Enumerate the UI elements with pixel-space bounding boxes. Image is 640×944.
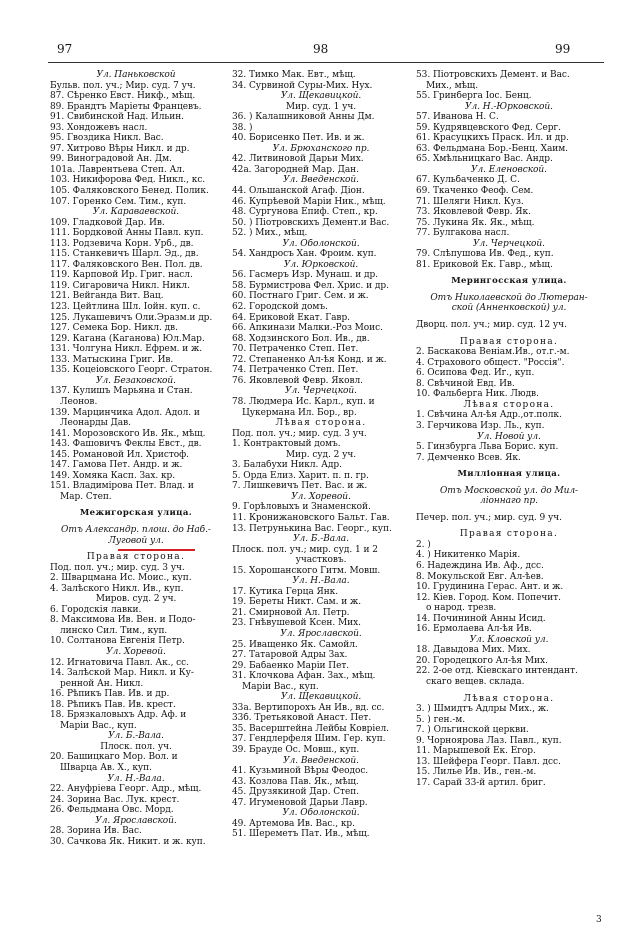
address-entry: 127. Семека Бор. Никл. дв. bbox=[50, 323, 178, 334]
address-entry: 2. Баскакова Веніам.Ив., от.г.-м. bbox=[416, 347, 570, 358]
address-entry: 76. Яковлевой Февр. Яковл. bbox=[232, 375, 363, 386]
header-rule bbox=[48, 62, 604, 63]
address-entry: 20. Башицкаго Мор. Вол. и bbox=[50, 752, 178, 763]
street-heading: Милліонная улица. bbox=[457, 469, 561, 480]
address-entry: 31. Клочкова Афан. Зах., мѣщ. bbox=[232, 671, 376, 682]
address-entry: 109. Гладковой Дар. Ив. bbox=[50, 217, 165, 228]
address-entry: 53. Піотровскихъ Демент. и Вас. bbox=[416, 70, 570, 80]
address-entry: 38. ) bbox=[232, 122, 253, 133]
section-label: Ул. Брюханского пр. bbox=[272, 143, 370, 154]
address-entry: 51. Шереметъ Пат. Ив., мѣщ. bbox=[232, 829, 370, 840]
side-heading: Правая сторона. bbox=[459, 336, 559, 347]
street-subheading: ліоннаго пр. bbox=[480, 496, 538, 507]
street-subheading: ской (Анненковской) ул. bbox=[451, 303, 567, 314]
address-entry: 147. Гамова Пет. Андр. и ж. bbox=[50, 460, 183, 471]
street-heading: Межигорская улица. bbox=[79, 508, 193, 519]
address-entry: 8. Максимова Ив. Вен. и Подо- bbox=[50, 615, 196, 626]
section-label: Ул. Н.-Вала. bbox=[107, 773, 165, 784]
address-entry: 4. Залѣского Никл. Ив., куп. bbox=[50, 583, 184, 594]
section-label: Ул. Паньковской bbox=[96, 70, 176, 80]
address-entry: 37. Гендлерфеля Шим. Гер. куп. bbox=[232, 734, 386, 745]
address-entry: 42. Литвиновой Дарьи Мих. bbox=[232, 154, 364, 165]
address-entry: 119. Карповой Ир. Григ. насл. bbox=[50, 270, 193, 281]
section-label: Ул. Б.-Вала. bbox=[108, 731, 164, 742]
address-entry: 11. Кронижановского Бальт. Гав. bbox=[232, 512, 390, 523]
address-entry: 66. Апкинази Малки.-Роз Моис. bbox=[232, 323, 383, 334]
address-entry: 73. Яковлевой Февр. Як. bbox=[416, 207, 531, 218]
address-entry: 18. Давыдова Мих. Мих. bbox=[416, 645, 531, 656]
section-label: Ул. Хоревой. bbox=[106, 646, 166, 657]
address-entry: 33б. Третьяковой Анаст. Пет. bbox=[232, 713, 372, 724]
address-entry: 87. Сѣренко Евст. Никф., мѣщ. bbox=[50, 91, 196, 102]
continuation-line: о народ. трезв. bbox=[426, 603, 497, 614]
section-label: Ул. Оболонской. bbox=[282, 238, 360, 249]
page-number-left: 97 bbox=[57, 42, 73, 56]
address-entry: Плоск. пол. уч.; мир. суд. 1 и 2 bbox=[232, 544, 378, 555]
address-entry: Бульв. пол. уч.; Мир. суд. 7 уч. bbox=[50, 80, 196, 91]
address-entry: 68. Ходзинского Бол. Ив., дв. bbox=[232, 333, 370, 344]
address-entry: 62. Городской домъ. bbox=[232, 302, 328, 313]
address-entry: 47. Игуменовой Дарьи Лавр. bbox=[232, 797, 368, 808]
address-entry: 149. Хомяка Касп. Зах. кр. bbox=[50, 470, 176, 481]
address-entry: 50. ) Піотровскихъ Демент.и Вас. bbox=[232, 217, 390, 228]
address-entry: 107. Горенко Сем. Тим., куп. bbox=[50, 196, 187, 207]
continuation-line: Маріи Вас., куп. bbox=[60, 720, 137, 731]
address-entry: 3. Герчикова Изр. Ль., куп. bbox=[416, 420, 545, 431]
section-label: Ул. Юрковской. bbox=[283, 259, 359, 270]
address-entry: 18. Рѣпикъ Пав. Ив. крест. bbox=[50, 699, 176, 710]
address-entry: 4. Страхового общест. "Россія". bbox=[416, 357, 565, 368]
address-entry: 67. Кульбаченко Д. С. bbox=[416, 175, 520, 186]
address-entry: 129. Кагана (Каганова) Юл.Мар. bbox=[50, 333, 205, 344]
side-heading: Правая сторона. bbox=[86, 552, 186, 563]
centered-note: участковъ. bbox=[295, 555, 347, 566]
address-entry: 145. Романовой Ил. Христоф. bbox=[50, 449, 189, 460]
address-entry: 93. Хондожевъ насл. bbox=[50, 122, 148, 133]
address-entry: 61. Красуцкихъ Праск. Ил. и др. bbox=[416, 133, 569, 144]
section-label: Ул. Караваевской. bbox=[92, 207, 180, 218]
address-entry: 4. ) Никитенко Марія. bbox=[416, 550, 521, 561]
page-number-right: 99 bbox=[555, 42, 571, 56]
address-entry: 105. Фаляковского Бенед. Полик. bbox=[50, 186, 209, 197]
address-entry: 32. Тимко Мак. Евт., мѣщ. bbox=[232, 70, 356, 80]
section-label: Ул. Щекавицкой. bbox=[280, 91, 362, 102]
address-entry: Печер. пол. уч.; мир. суд. 9 уч. bbox=[416, 512, 562, 523]
address-entry: 103. Никифорова Фед. Никл., кс. bbox=[50, 175, 206, 186]
section-label: Ул. Введенской. bbox=[283, 175, 359, 186]
address-entry: 52. ) Мих., мѣщ. bbox=[232, 228, 308, 239]
address-entry: 1. Свѣчина Ал-ѣя Адр.,от.полк. bbox=[416, 410, 562, 421]
address-entry: 35. Васерштейна Лейбы Ковріел. bbox=[232, 723, 389, 734]
address-entry: 137. Кулишъ Марьяна и Стан. bbox=[50, 386, 193, 397]
address-entry: 29. Бабаенко Маріи Пет. bbox=[232, 660, 350, 671]
street-heading: Мерингосская улица. bbox=[451, 276, 567, 287]
section-label: Ул. Оболонской. bbox=[282, 808, 360, 819]
address-entry: 58. Бурмистрова Фел. Хрис. и др. bbox=[232, 280, 389, 291]
address-entry: 14. Залѣской Мар. Никл. и Ку- bbox=[50, 668, 194, 679]
continuation-line: Леонов. bbox=[60, 396, 98, 407]
section-label: Ул. Ярославской. bbox=[280, 628, 362, 639]
centered-note: Плоск. пол. уч. bbox=[100, 741, 172, 752]
address-entry: 119. Сигаровича Никл. Никл. bbox=[50, 280, 190, 291]
address-entry: 40. Борисенко Пет. Ив. и ж. bbox=[232, 133, 365, 144]
continuation-line: Цукермана Ил. Бор., вр. bbox=[242, 407, 357, 418]
address-entry: 135. Коцеіовского Георг. Стратон. bbox=[50, 365, 213, 376]
section-label: Ул. Б.-Вала. bbox=[293, 534, 349, 545]
address-entry: 23. Гнѣвушевой Ксен. Мих. bbox=[232, 618, 361, 629]
address-entry: 18. Брязкаловыхъ Адр. Аф. и bbox=[50, 710, 187, 721]
section-label: Ул. Черчецкой. bbox=[473, 238, 545, 249]
address-entry: 95. Гвоздика Никл. Вас. bbox=[50, 133, 164, 144]
address-entry: 48. Сургунова Епиф. Степ., кр. bbox=[232, 207, 378, 218]
address-entry: 101а. Лаврентьева Степ. Ал. bbox=[50, 164, 185, 175]
address-entry: 10. Солтанова Евгенія Петр. bbox=[50, 636, 185, 647]
address-entry: 55. Гринберга Іос. Бенц. bbox=[416, 91, 532, 102]
side-heading: Лѣвая сторона. bbox=[463, 693, 555, 704]
address-entry: 59. Кудрявцевского Фед. Серг. bbox=[416, 122, 561, 133]
continuation-line: ренной Ан. Никл. bbox=[60, 678, 144, 689]
address-entry: 34. Сурвиной Суры-Мих. Нух. bbox=[232, 80, 373, 91]
address-entry: 8. Свѣчиной Евд. Ив. bbox=[416, 378, 515, 389]
address-entry: 28. Зорина Ив. Вас. bbox=[50, 826, 142, 837]
address-entry: 42а. Загородней Мар. Дан. bbox=[232, 164, 359, 175]
page-number-center: 98 bbox=[313, 42, 329, 56]
side-heading: Лѣвая сторона. bbox=[275, 418, 367, 429]
address-entry: 64. Ериковой Екат. Гавр. bbox=[232, 312, 350, 323]
continuation-line: Леонарды Дав. bbox=[60, 418, 131, 429]
address-entry: 17. Кутика Герца Янк. bbox=[232, 586, 339, 597]
continuation-line: скаго вещев. склада. bbox=[426, 676, 525, 687]
address-entry: 21. Смирновой Ал. Петр. bbox=[232, 607, 350, 618]
address-entry: 13. Петрунькина Вас. Георг., куп. bbox=[232, 523, 392, 534]
address-entry: 99. Виноградовой Ан. Дм. bbox=[50, 154, 172, 165]
address-entry: 72. Степаненко Ал-ѣя Конд. и ж. bbox=[232, 354, 387, 365]
section-label: Ул. Хоревой. bbox=[291, 491, 351, 502]
address-entry: 69. Ткаченко Феоф. Сем. bbox=[416, 186, 534, 197]
address-entry: 20. Городецкого Ал-ѣя Мих. bbox=[416, 655, 548, 666]
address-entry: 151. Владимірова Пет. Влад. и bbox=[50, 481, 194, 492]
address-entry: 9. Горѣловыхъ и Знаменской. bbox=[232, 502, 371, 513]
address-entry: 15. Лилье Ив. Ив., ген.-м. bbox=[416, 767, 537, 778]
address-entry: 6. Надеждина Ив. Аф., дсс. bbox=[416, 560, 544, 571]
address-entry: 30. Сачкова Як. Никит. и ж. куп. bbox=[50, 836, 206, 847]
address-entry: 117. Фаляковского Вен. Пол. дв. bbox=[50, 259, 203, 270]
address-entry: 22. 2-ое отд. Кіевскаго интендант. bbox=[416, 666, 578, 677]
column-2 bbox=[232, 70, 410, 840]
address-entry: 6. Городскія лавки. bbox=[50, 604, 142, 615]
street-subheading: Отъ Александр. плош. до Наб.- bbox=[61, 524, 211, 535]
address-entry: 49. Артемова Ив. Вас., кр. bbox=[232, 818, 355, 829]
address-entry: 15. Хорошанского Гитм. Мовш. bbox=[232, 565, 381, 576]
section-label: Ул. Еленовской. bbox=[471, 164, 547, 175]
section-label: Ул. Введенской. bbox=[283, 755, 359, 766]
street-subheading: Отъ Николаевской до Лютеран- bbox=[430, 292, 588, 303]
address-entry: 16. Ермолаева Ал-ѣя Ив. bbox=[416, 624, 532, 635]
section-label: Ул. Кловской ул. bbox=[469, 634, 549, 645]
continuation-line: линско Сил. Тим., куп. bbox=[60, 625, 168, 636]
address-entry: 89. Брандтъ Маріеты Францевъ. bbox=[50, 101, 202, 112]
address-entry: 27. Татаровой Адры Зах. bbox=[232, 650, 348, 661]
address-entry: 143. Фашовичъ Феклы Евст., дв. bbox=[50, 439, 202, 450]
street-subheading: Отъ Московской ул. до Мил- bbox=[439, 485, 579, 496]
address-entry: 45. Друзякиной Дар. Степ. bbox=[232, 787, 360, 798]
section-label: Ул. Ярославской. bbox=[95, 815, 177, 826]
address-entry: 5. Гинзбурга Льва Борис. куп. bbox=[416, 442, 559, 453]
address-entry: 5. ) ген.-м. bbox=[416, 714, 466, 725]
address-entry: Под. пол. уч.; мир. суд. 3 уч. bbox=[50, 562, 185, 573]
continuation-line: Мих., мѣщ. bbox=[426, 80, 479, 91]
column-3 bbox=[416, 70, 602, 788]
address-entry: 121. Вейганда Вит. Вац. bbox=[50, 291, 164, 302]
address-entry: 111. Бордковой Анны Павл. куп. bbox=[50, 228, 204, 239]
continuation-line: Мар. Степ. bbox=[60, 491, 112, 502]
section-label: Ул. Щекавицкой. bbox=[280, 692, 362, 703]
address-entry: 1. Контрактовый домъ. bbox=[232, 439, 341, 450]
address-entry: 46. Купрѣевой Маріи Ник., мѣщ. bbox=[232, 196, 386, 207]
address-entry: 125. Лукашевичъ Оли.Эразм.и др. bbox=[50, 312, 213, 323]
address-entry: 74. Петраченко Степ. Пет. bbox=[232, 365, 359, 376]
address-entry: 54. Хандросъ Хан. Фроим. куп. bbox=[232, 249, 377, 260]
address-entry: 11. Марышевой Ек. Егор. bbox=[416, 746, 536, 757]
address-entry: 10. Фальберга Ник. Людв. bbox=[416, 389, 539, 400]
section-label: Ул. Н.-Юрковской. bbox=[465, 101, 553, 112]
address-entry: 14. Почининой Анны Исид. bbox=[416, 613, 546, 624]
continuation-line: Шварца Ав. Х., куп. bbox=[60, 763, 152, 773]
address-entry: 12. Игнатовича Павл. Ак., сс. bbox=[50, 657, 189, 668]
address-entry: 26. Фельдмана Овс. Морд. bbox=[50, 805, 174, 816]
address-entry: 7. Лишкевичъ Пет. Вас. и ж. bbox=[232, 481, 368, 492]
address-entry: 91. Свибинской Над. Ильин. bbox=[50, 112, 184, 123]
red-underline-mark bbox=[118, 549, 195, 551]
section-label: Ул. Н.-Вала. bbox=[292, 576, 350, 587]
address-entry: 36. ) Калашниковой Анны Дм. bbox=[232, 112, 375, 123]
address-entry: 139. Марцинчика Адол. Адол. и bbox=[50, 407, 200, 418]
address-entry: 13. Шейфера Георг. Павл. дсс. bbox=[416, 756, 561, 767]
continuation-line: Маріи Вас., куп. bbox=[242, 681, 319, 692]
address-entry: 9. Чорноярова Лаз. Павл., куп. bbox=[416, 735, 562, 746]
section-label: Ул. Черчецкой. bbox=[285, 386, 357, 397]
address-entry: 79. Слѣпушова Ив. Фед., куп. bbox=[416, 249, 554, 260]
address-entry: 57. Иванова Н. С. bbox=[416, 112, 499, 123]
address-entry: 17. Сарай 33-й артил. бриг. bbox=[416, 777, 546, 788]
address-entry: 81. Ериковой Ек. Гавр., мѣщ. bbox=[416, 259, 553, 270]
address-entry: 22. Ануфріева Георг. Адр., мѣщ. bbox=[50, 784, 202, 795]
address-entry: 33а. Вертипорохъ Ан Ив., вд. сс. bbox=[232, 702, 385, 713]
address-entry: 115. Станкевичъ Шарл. Эд., дв. bbox=[50, 249, 199, 260]
address-entry: 78. Людмера Ис. Карл., куп. и bbox=[232, 396, 375, 407]
address-entry: 43. Козлова Пав. Як., мѣщ. bbox=[232, 776, 359, 787]
address-entry: 5. Орда Елиз. Харит. п. п. гр. bbox=[232, 470, 369, 481]
address-entry: Под. пол. уч.; мир. суд. 3 уч. bbox=[232, 428, 367, 439]
address-entry: 113. Родзевича Корн. Урб., дв. bbox=[50, 238, 194, 249]
side-heading: Правая сторона. bbox=[459, 529, 559, 540]
address-entry: 131. Чолгуна Никл. Ефрем. и ж. bbox=[50, 344, 203, 355]
footer-page-number: 3 bbox=[596, 915, 602, 925]
address-entry: 24. Зорина Вас. Лук. крест. bbox=[50, 794, 180, 805]
column-1 bbox=[50, 70, 222, 847]
address-entry: 77. Булгакова насл. bbox=[416, 228, 510, 239]
address-entry: 7. ) Ольгинской церкви. bbox=[416, 725, 529, 736]
address-entry: 97. Хитрово Вѣры Никл. и др. bbox=[50, 143, 190, 154]
address-entry: 60. Постнаго Григ. Сем. и ж. bbox=[232, 291, 369, 302]
address-entry: Дворц. пол. уч.; мир. суд. 12 уч. bbox=[416, 320, 567, 331]
street-subheading: Луговой ул. bbox=[108, 535, 164, 546]
address-entry: 25. Иващенко Як. Самойл. bbox=[232, 639, 358, 650]
address-entry: 3. Балабухи Никл. Адр. bbox=[232, 460, 342, 471]
address-entry: 2. Шварцмана Ис. Моис., куп. bbox=[50, 573, 192, 584]
address-entry: 16. Рѣпикъ Пав. Ив. и др. bbox=[50, 689, 170, 700]
address-entry: 10. Грудинина Герас. Ант. и ж. bbox=[416, 582, 564, 593]
address-entry: 12. Кіев. Город. Ком. Попечит. bbox=[416, 592, 561, 603]
address-entry: 65. Хмѣльницкаго Вас. Андр. bbox=[416, 154, 553, 165]
centered-note: Мир. суд. 2 уч. bbox=[285, 449, 357, 460]
address-entry: 70. Петраченко Степ. Пет. bbox=[232, 344, 359, 355]
address-entry: 39. Брауде Ос. Мовш., куп. bbox=[232, 745, 360, 755]
address-entry: 41. Кузьминой Вѣры Феодос. bbox=[232, 766, 369, 777]
address-entry: 7. Демченко Всев. Як. bbox=[416, 452, 521, 463]
address-entry: 75. Лукина Як. Як., мѣщ. bbox=[416, 217, 535, 228]
address-entry: 123. Цейтлина Шл. Іойн. куп. с. bbox=[50, 302, 201, 313]
section-label: Ул. Новой ул. bbox=[477, 431, 541, 442]
address-entry: 133. Матыскина Григ. Ив. bbox=[50, 354, 174, 365]
address-entry: 63. Фельдмана Бор.-Бенц. Хаим. bbox=[416, 143, 568, 154]
address-entry: 6. Осипова Фед. Иг., куп. bbox=[416, 368, 535, 379]
address-entry: 56. Гасмеръ Изр. Мунаш. и др. bbox=[232, 270, 378, 281]
address-entry: 71. Шеляги Никл. Куз. bbox=[416, 196, 524, 207]
section-label: Ул. Безаковской. bbox=[96, 375, 176, 386]
side-heading: Лѣвая сторона. bbox=[463, 399, 555, 410]
address-entry: 141. Морозовского Ив. Як., мѣщ. bbox=[50, 428, 206, 439]
centered-note: Мир. суд. 1 уч. bbox=[285, 101, 357, 112]
address-entry: 3. ) Шмидтъ Адлры Мих., ж. bbox=[416, 704, 549, 715]
address-entry: 8. Мокульской Евг. Ал-ѣев. bbox=[416, 571, 544, 582]
address-entry: 19. Береты Никт. Сам. и ж. bbox=[232, 597, 362, 608]
address-entry: 44. Ольшанской Агаф. Діон. bbox=[232, 186, 365, 197]
centered-note: Миров. суд. 2 уч. bbox=[95, 594, 177, 605]
address-entry: 2. ) bbox=[416, 539, 431, 550]
